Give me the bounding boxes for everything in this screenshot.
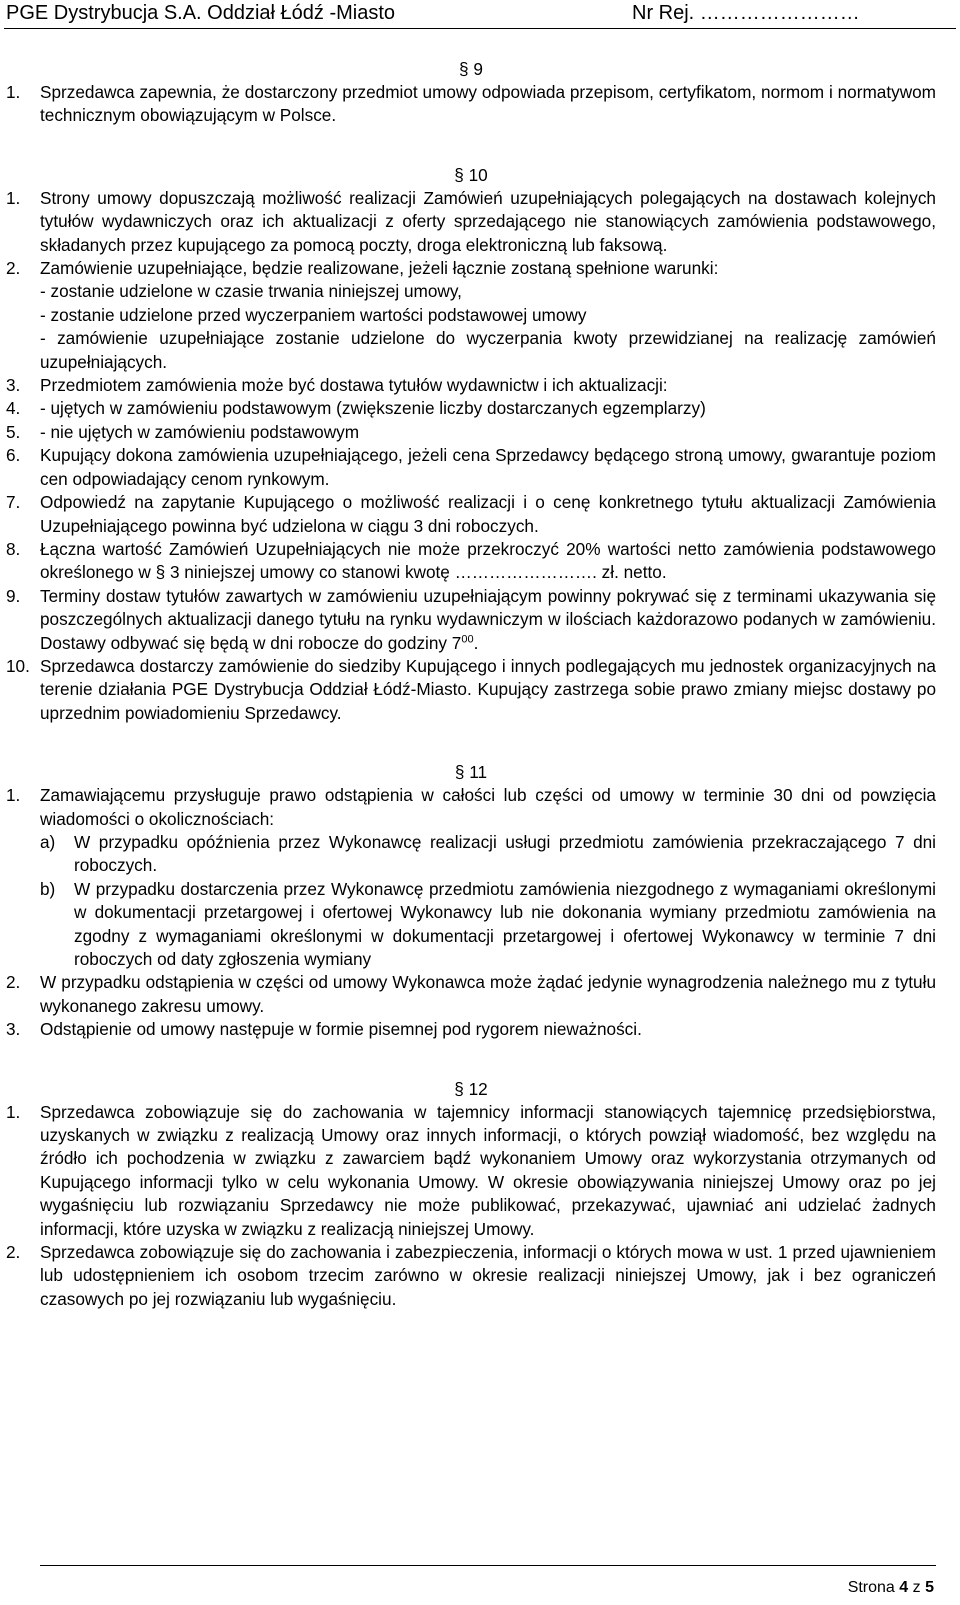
list-item	[6, 1241, 936, 1311]
list-item	[6, 784, 936, 831]
item-text-main: Odstąpienie od umowy następuje w formie pisemnej pod rygorem nieważności.	[40, 1019, 642, 1040]
item-number: 2.	[6, 972, 21, 993]
sub-item-text: W przypadku dostarczenia przez Wykonawcę przedmiotu zamówienia niezgodnego z wymaganiami określonymi w dokumentacji przetargowej i ofertowej Wykonawcy lub nie dokonania wymiany przedmiotu zamówienia na zgodny z wymaganiami określonymi w dokumentacji przetargowej i ofertowej Wykonawcy w terminie 7 dni roboczych od daty zgłoszenia wymiany	[74, 878, 936, 969]
item-text-main: Przedmiotem zamówienia może być dostawa tytułów wydawnictw i ich aktualizacji:	[40, 375, 668, 396]
item-text	[40, 374, 936, 397]
item-text-main: - ujętych w zamówieniu podstawowym (zwiększenie liczby dostarczanych egzemplarzy)	[40, 398, 706, 419]
list-item	[6, 444, 936, 491]
item-text	[40, 187, 936, 257]
list-item	[6, 374, 936, 397]
item-number: 3.	[6, 375, 21, 396]
section-title: § 9	[459, 59, 483, 79]
item-text	[40, 421, 936, 444]
page-footer	[40, 1565, 936, 1605]
item-text	[40, 397, 936, 420]
item-number: 10.	[6, 655, 30, 676]
header-company: PGE Dystrybucja S.A. Oddział Łódź -Miasto	[6, 2, 396, 24]
item-number: 1.	[6, 1101, 21, 1122]
item-number: 9.	[6, 585, 21, 606]
item-number: 1.	[6, 82, 21, 102]
item-text-main: Kupujący dokona zamówienia uzupełniającego, jeżeli cena Sprzedawcy będącego stroną umowy, gwarantuje poziom cen odpowiadający cenom rynkowym.	[40, 445, 936, 489]
list-item	[6, 81, 936, 128]
item-text	[40, 444, 936, 491]
item-number: 5.	[6, 421, 21, 442]
item-text	[40, 1101, 936, 1241]
list-item	[6, 187, 936, 257]
list-item	[6, 1101, 936, 1241]
item-text	[40, 784, 936, 831]
list-item	[6, 655, 936, 725]
item-sub-line: - zostanie udzielone w czasie trwania niniejszej umowy,	[40, 281, 462, 302]
page-header	[4, 0, 956, 30]
list-item	[6, 397, 936, 420]
page-current: 4	[899, 1579, 909, 1596]
section-title: § 12	[454, 1078, 488, 1099]
item-text-main: Odpowiedź na zapytanie Kupującego o możliwość realizacji i o cenę konkretnego tytułu aktualizacji Zamówienia Uzupełniającego powinna być udzielona w ciągu 3 dni roboczych.	[40, 492, 936, 536]
item-text	[40, 491, 936, 538]
item-sub-line: - zostanie udzielone przed wyczerpaniem wartości podstawowej umowy	[40, 304, 587, 325]
header-registry-number: Nr Rej. ……………………	[632, 2, 860, 24]
item-number: 4.	[6, 398, 21, 419]
item-text-main: - nie ujętych w zamówieniu podstawowym	[40, 421, 360, 442]
sub-item	[6, 878, 936, 972]
section-gap	[6, 1042, 936, 1064]
item-text	[40, 538, 936, 585]
item-text	[40, 257, 936, 374]
item-text-main: Sprzedawca zobowiązuje się do zachowania i zabezpieczenia, informacji o których mowa w ust. 1 przed ujawnieniem lub udostępnieniem ich osobom trzecim zarówno w okresie realizacji niniejszej Umowy, jak i bez ograniczeń czasowych po jej rozwiązaniu lub wygaśnięciu.	[40, 1242, 936, 1309]
item-text	[40, 655, 936, 725]
item-text-main: Sprzedawca dostarczy zamówienie do siedziby Kupującego i innych podlegających mu jednostek organizacyjnych na terenie działania PGE Dystrybucja Oddział Łódź-Miasto. Kupujący zastrzega sobie prawo zmiany miejsc dostawy po uprzednim powiadomieniu Sprzedawcy.	[40, 655, 936, 723]
item-number: 2.	[6, 1242, 21, 1263]
item-text-main: Zamówienie uzupełniające, będzie realizowane, jeżeli łącznie zostaną spełnione warunki:	[40, 258, 719, 279]
item-text-main: Sprzedawca zapewnia, że dostarczony przedmiot umowy odpowiada przepisom, certyfikatom, normom i normatywom technicznym obowiązującym w Polsce.	[40, 82, 936, 126]
page-total: 5	[925, 1579, 934, 1596]
footer-rule	[40, 1565, 936, 1566]
list-item	[6, 971, 936, 1018]
item-superscript: 00	[461, 632, 474, 645]
item-text-main: Strony umowy dopuszczają możliwość realizacji Zamówień uzupełniających polegających na dostawach kolejnych tytułów wydawniczych oraz ich aktualizacji z oferty sprzedającego nie stanowiących zamówienia podstawowego, składanych przez kupującego za pomocą poczty, droga elektroniczną lub faksową.	[40, 187, 936, 255]
page-label: Strona	[847, 1579, 895, 1596]
item-number: 6.	[6, 445, 21, 466]
page-number	[848, 1579, 934, 1597]
document-body	[6, 58, 936, 1311]
item-number: 8.	[6, 538, 21, 559]
list-item	[6, 538, 936, 585]
list-item	[6, 1018, 936, 1041]
item-text-main: Zamawiającemu przysługuje prawo odstąpienia w całości lub części od umowy w terminie 30 dni od powzięcia wiadomości o okolicznościach:	[40, 785, 936, 829]
item-text	[40, 971, 936, 1018]
sub-item-text: W przypadku opóźnienia przez Wykonawcę realizacji usługi przedmiotu zamówienia przekraczającego 7 dni roboczych.	[74, 831, 936, 876]
item-text-main: Łączna wartość Zamówień Uzupełniających nie może przekroczyć 20% wartości netto zamówienia podstawowego określonego w § 3 niniejszej umowy co stanowi kwotę ……………………. zł. netto.	[40, 538, 936, 583]
sub-item	[6, 831, 936, 878]
item-number: 3.	[6, 1019, 21, 1040]
list-item	[6, 491, 936, 538]
item-number: 1.	[6, 785, 21, 806]
item-text	[40, 1018, 936, 1041]
header-rule	[4, 28, 956, 29]
item-text-tail: .	[473, 632, 479, 653]
item-number: 1.	[6, 187, 21, 208]
item-text-main: W przypadku odstąpienia w części od umowy Wykonawca może żądać jedynie wynagrodzenia należnego mu z tytułu wykonanego zakresu umowy.	[40, 972, 936, 1016]
sub-item-letter: b)	[40, 878, 56, 899]
list-item	[6, 257, 936, 374]
section-gap	[6, 725, 936, 747]
section-title: § 11	[454, 762, 488, 783]
item-text-main: Sprzedawca zobowiązuje się do zachowania w tajemnicy informacji stanowiących tajemnicę przedsiębiorstwa, uzyskanych w związku z realizacją Umowy oraz innych informacji, o których powziął wiadomość, bez względu na źródło ich pochodzenia w związku z zawarciem bądź wykonaniem Umowy oraz wykorzystania otrzymanych od Kupującego informacji tylko w celu wykonania Umowy. W okresie obowiązywania niniejszej Umowy oraz po jej wygaśnięciu lub rozwiązaniu Sprzedawcy nie może publikować, przekazywać, ujawniać ani udzielać żadnych informacji, które uzyska w związku z realizacją niniejszej Umowy.	[40, 1101, 936, 1239]
item-text	[40, 1241, 936, 1311]
item-number: 2.	[6, 258, 21, 279]
item-sub-line: - zamówienie uzupełniające zostanie udzielone do wyczerpania kwoty przewidzianej na realizację zamówień uzupełniających.	[40, 328, 936, 372]
page-of: z	[912, 1579, 921, 1596]
section-title: § 10	[454, 164, 488, 185]
item-text-main: Terminy dostaw tytułów zawartych w zamówieniu uzupełniającym powinny pokrywać się z terminami ukazywania się poszczególnych aktualizacji danego tytułu na rynku wydawniczym w ilościach każdorazowo podanych w zamówieniu. Dostawy odbywać się będą w dni robocze do godziny 7	[40, 585, 936, 653]
item-text	[40, 585, 936, 655]
list-item	[6, 421, 936, 444]
section-gap	[6, 128, 936, 150]
list-item	[6, 585, 936, 655]
item-number: 7.	[6, 492, 21, 513]
item-text	[40, 81, 936, 128]
sub-item-letter: a)	[40, 831, 56, 852]
